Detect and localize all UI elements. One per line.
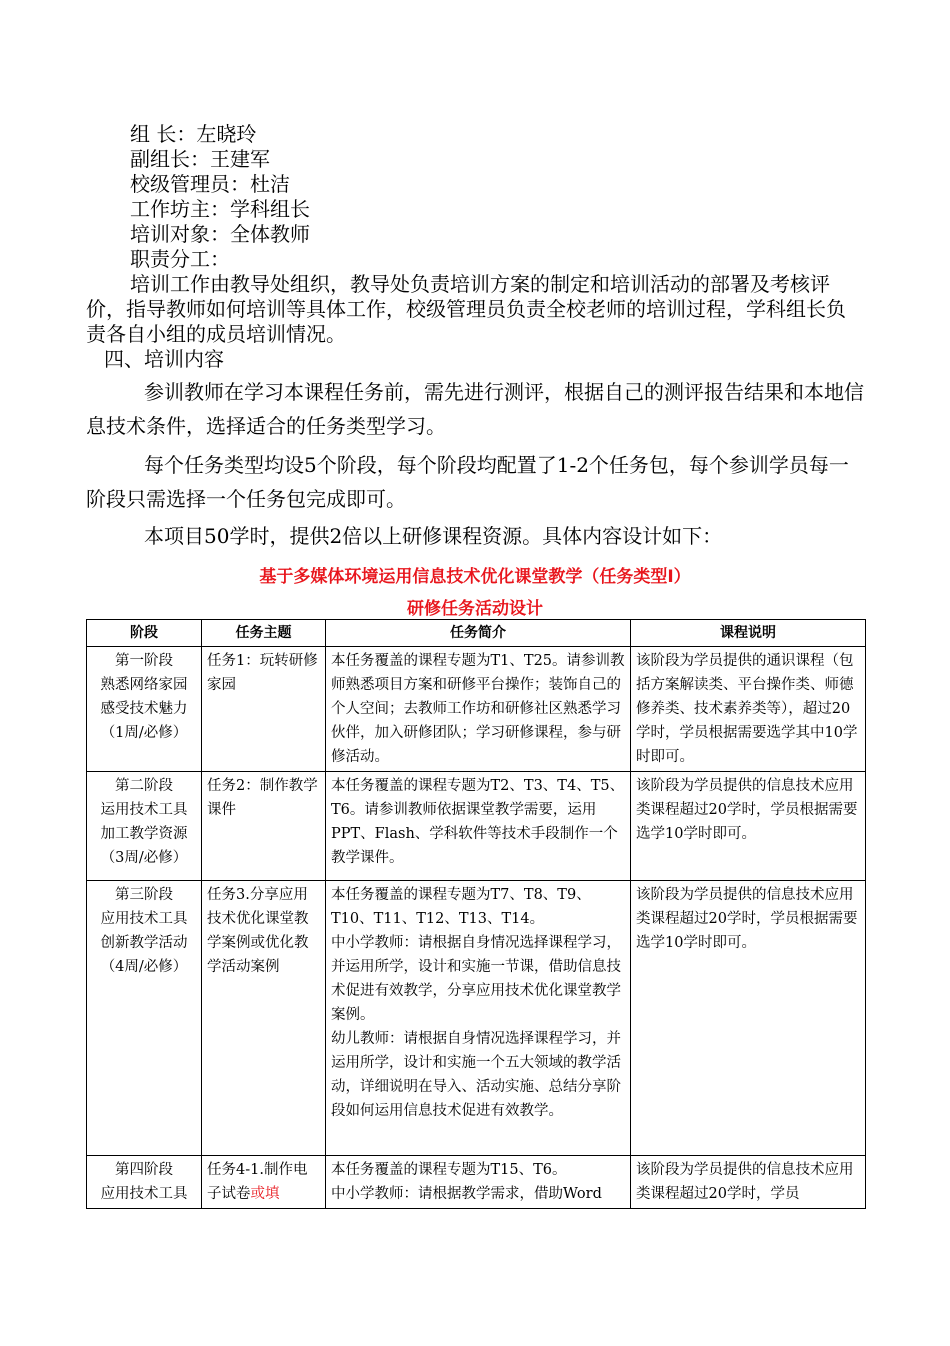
workshop-host-line: 工作坊主：学科组长 — [130, 197, 310, 221]
stage-duration: （4周/必修） — [100, 959, 188, 975]
content-paragraph-1: 参训教师在学习本课程任务前，需先进行测评，根据自己的测评报告结果和本地信息技术条件，选择适合的任务类型学习。 — [86, 380, 864, 438]
stage-name: 第一阶段 — [115, 653, 173, 669]
intro-cell — [326, 881, 631, 1156]
table-row — [87, 772, 866, 881]
stage-cell — [87, 647, 202, 772]
intro-cell — [326, 772, 631, 881]
duty-heading: 职责分工： — [130, 247, 230, 271]
stage-subtitle-2: 加工教学资源 — [100, 826, 188, 842]
stage-subtitle-1: 熟悉网络家园 — [100, 677, 188, 693]
column-header-topic: 任务主题 — [202, 620, 326, 647]
stage-subtitle-1: 运用技术工具 — [100, 802, 188, 818]
column-header-stage: 阶段 — [87, 620, 202, 647]
table-title: 基于多媒体环境运用信息技术优化课堂教学（任务类型Ⅰ） — [259, 567, 691, 587]
note-cell: 该阶段为学员提供的通识课程（包括方案解读类、平台操作类、师德修养类、技术素养类等），超过20学时，学员根据需要选学其中10学时即可。 — [631, 647, 866, 772]
stage-subtitle-1: 应用技术工具 — [100, 911, 188, 927]
duty-paragraph: 培训工作由教导处组织，教导处负责培训方案的制定和培训活动的部署及考核评价，指导教师如何培训等具体工作，校级管理员负责全校老师的培训过程，学科组长负责各自小组的成员培训情况。 — [86, 272, 846, 346]
leader-line: 组 长：左晓玲 — [130, 122, 257, 146]
stage-subtitle-2: 感受技术魅力 — [100, 701, 188, 717]
table-row — [87, 1156, 866, 1209]
content-paragraph-2: 每个任务类型均设5个阶段，每个阶段均配置了1-2个任务包，每个参训学员每一阶段只需选择一个任务包完成即可。 — [86, 453, 849, 511]
table-subtitle: 研修任务活动设计 — [407, 599, 543, 619]
column-header-intro: 任务简介 — [326, 620, 631, 647]
topic-text: 任务4-1.制作电子试卷 — [207, 1162, 308, 1202]
stage-cell — [87, 772, 202, 881]
intro-text: 本任务覆盖的课程专题为T15、T6。 — [331, 1162, 567, 1178]
topic-cell: 任务2：制作教学课件 — [202, 772, 326, 881]
stage-name: 第四阶段 — [115, 1162, 173, 1178]
stage-cell — [87, 881, 202, 1156]
deputy-leader-line: 副组长：王建军 — [130, 147, 270, 171]
content-paragraph-3: 本项目50学时，提供2倍以上研修课程资源。具体内容设计如下： — [144, 524, 723, 548]
topic-cell — [202, 1156, 326, 1209]
section-heading: 四、培训内容 — [104, 347, 224, 371]
training-target-line: 培训对象：全体教师 — [130, 222, 310, 246]
stage-subtitle-2: 创新教学活动 — [100, 935, 188, 951]
table-row — [87, 647, 866, 772]
topic-text-highlight: 或填 — [250, 1186, 280, 1202]
intro-text-primary: 中小学教师：请根据教学需求，借助Word — [331, 1186, 602, 1202]
table-row — [87, 881, 866, 1156]
stage-duration: （3周/必修） — [100, 850, 188, 866]
topic-cell: 任务3.分享应用技术优化课堂教学案例或优化教学活动案例 — [202, 881, 326, 1156]
school-admin-line: 校级管理员：杜洁 — [130, 172, 290, 196]
intro-cell — [326, 1156, 631, 1209]
intro-text: 本任务覆盖的课程专题为T2、T3、T4、T5、T6。请参训教师依据课堂教学需要，运用PPT、Flash、学科软件等技术手段制作一个教学课件。 — [331, 778, 625, 866]
topic-cell: 任务1：玩转研修家园 — [202, 647, 326, 772]
column-header-note: 课程说明 — [631, 620, 866, 647]
intro-text: 本任务覆盖的课程专题为T1、T25。请参训教师熟悉项目方案和研修平台操作；装饰自己的个人空间；去教师工作坊和研修社区熟悉学习伙伴，加入研修团队；学习研修课程，参与研修活动。 — [331, 653, 625, 765]
stage-subtitle-1: 应用技术工具 — [100, 1186, 188, 1202]
stage-name: 第二阶段 — [115, 778, 173, 794]
stage-duration: （1周/必修） — [100, 725, 188, 741]
stage-cell — [87, 1156, 202, 1209]
intro-text-primary: 中小学教师：请根据自身情况选择课程学习，并运用所学，设计和实施一节课，借助信息技术促进有效教学，分享应用技术优化课堂教学案例。 — [331, 935, 621, 1023]
intro-text-kindergarten: 幼儿教师：请根据自身情况选择课程学习，并运用所学，设计和实施一个五大领域的教学活动，详细说明在导入、活动实施、总结分享阶段如何运用信息技术促进有效教学。 — [331, 1031, 621, 1119]
intro-text: 本任务覆盖的课程专题为T7、T8、T9、T10、T11、T12、T13、T14。 — [331, 887, 591, 927]
note-cell: 该阶段为学员提供的信息技术应用类课程超过20学时，学员 — [631, 1156, 866, 1209]
note-cell: 该阶段为学员提供的信息技术应用类课程超过20学时，学员根据需要选学10学时即可。 — [631, 881, 866, 1156]
table-header-row — [87, 620, 866, 647]
intro-cell — [326, 647, 631, 772]
task-design-table — [86, 619, 866, 1209]
note-cell: 该阶段为学员提供的信息技术应用类课程超过20学时，学员根据需要选学10学时即可。 — [631, 772, 866, 881]
stage-name: 第三阶段 — [115, 887, 173, 903]
